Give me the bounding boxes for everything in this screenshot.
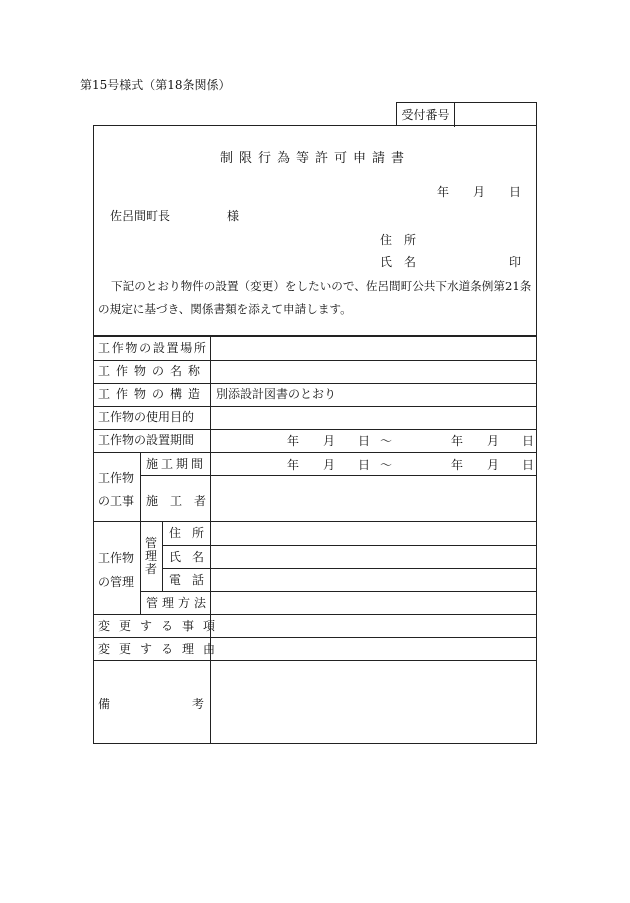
mgr-phone-field[interactable] — [211, 569, 536, 591]
period-end-year: 年 — [451, 434, 464, 448]
manager-label-1: 管 — [145, 536, 158, 550]
work-end-month: 月 — [487, 458, 500, 472]
date-year-label: 年 — [437, 185, 450, 199]
work-day: 日 — [358, 458, 371, 472]
group-divider — [140, 521, 141, 614]
mgr-name-field[interactable] — [211, 546, 536, 568]
purpose-field[interactable] — [211, 407, 536, 429]
label-location: 工 作 物 の 設 置 場 所 — [98, 341, 206, 355]
date-day-label: 日 — [509, 185, 522, 199]
location-field[interactable] — [211, 337, 536, 360]
remarks-field[interactable] — [211, 661, 536, 743]
mgmt-method-field[interactable] — [211, 592, 536, 614]
label-remarks-1: 備 — [98, 697, 111, 711]
work-group-label-2: の工事 — [98, 494, 135, 508]
manager-label-3: 者 — [145, 562, 158, 576]
label-period: 工作物の設置期間 — [98, 433, 195, 447]
period-day: 日 — [358, 434, 371, 448]
work-tilde: ～ — [380, 458, 393, 472]
seal-label: 印 — [509, 255, 522, 269]
label-mgr-phone: 電話 — [169, 573, 216, 587]
label-mgmt-method: 管理方法 — [146, 596, 211, 610]
work-month: 月 — [323, 458, 336, 472]
reception-number-field[interactable] — [455, 103, 537, 127]
structure-value: 別添設計図書のとおり — [216, 387, 337, 401]
label-structure: 工作物の構造 — [98, 387, 207, 401]
addressee-name: 佐呂間町長 — [110, 209, 171, 223]
label-name: 工作物の名称 — [98, 364, 207, 378]
period-year: 年 — [287, 434, 300, 448]
applicant-address-label: 住 所 — [380, 233, 417, 247]
reception-box — [396, 102, 537, 126]
period-end-day: 日 — [522, 434, 535, 448]
applicant-name-label: 氏 名 — [380, 255, 417, 269]
work-end-year: 年 — [451, 458, 464, 472]
contractor-field[interactable] — [211, 476, 536, 521]
name-field[interactable] — [211, 361, 536, 383]
label-remarks-2: 考 — [192, 697, 205, 711]
group-divider — [140, 452, 141, 521]
body-text-line-2: の規定に基づき、関係書類を添えて申請します。 — [98, 302, 352, 316]
change-reason-field[interactable] — [211, 638, 536, 660]
label-mgr-name: 氏名 — [169, 550, 216, 564]
mgmt-group-label-1: 工作物 — [98, 551, 135, 565]
work-end-day: 日 — [522, 458, 535, 472]
label-change-item: 変更する事項 — [98, 619, 225, 633]
period-month: 月 — [323, 434, 336, 448]
mgr-address-field[interactable] — [211, 522, 536, 545]
work-year: 年 — [287, 458, 300, 472]
addressee-honorific: 様 — [227, 209, 240, 223]
body-text-line-1: 下記のとおり物件の設置（変更）をしたいので、佐呂間町公共下水道条例第21条 — [111, 279, 532, 293]
label-mgr-address: 住所 — [169, 526, 216, 540]
period-end-month: 月 — [487, 434, 500, 448]
label-change-reason: 変更する理由 — [98, 642, 225, 656]
label-work-period: 施工期間 — [146, 457, 207, 471]
reception-label: 受付番号 — [397, 103, 455, 127]
change-item-field[interactable] — [211, 615, 536, 637]
manager-label-2: 理 — [145, 549, 158, 563]
date-month-label: 月 — [473, 185, 486, 199]
label-contractor: 施 工 者 — [146, 494, 207, 508]
form-title: 制限行為等許可申請書 — [219, 151, 410, 166]
label-purpose: 工作物の使用目的 — [98, 410, 195, 424]
work-group-label-1: 工作物 — [98, 471, 135, 485]
form-number: 第15号様式（第18条関係） — [80, 78, 231, 92]
manager-divider — [162, 521, 163, 591]
period-tilde: ～ — [380, 434, 393, 448]
mgmt-group-label-2: の管理 — [98, 575, 135, 589]
